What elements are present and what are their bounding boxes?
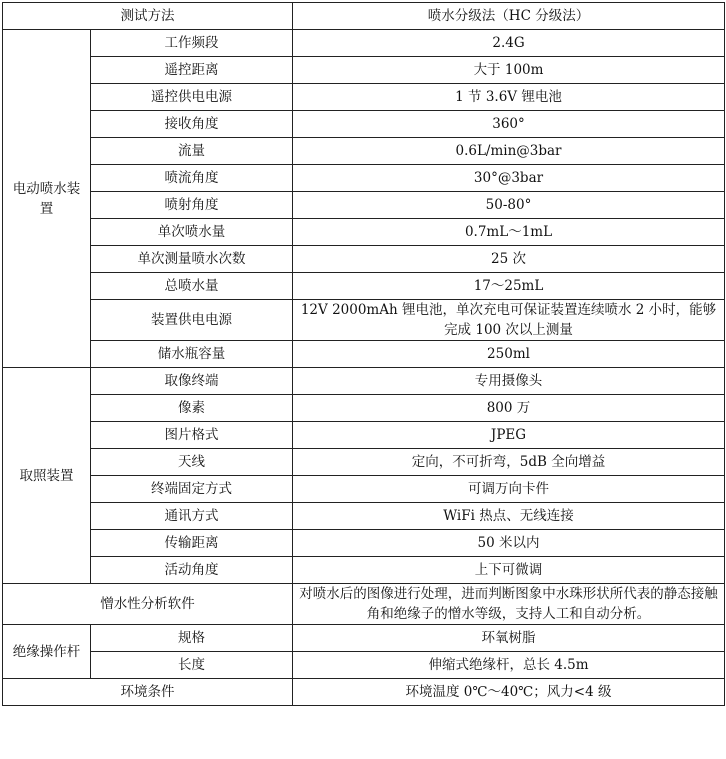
- param-value: 0.7mL～1mL: [293, 219, 725, 246]
- param-value: 1 节 3.6V 锂电池: [293, 84, 725, 111]
- table-row: [3, 300, 725, 341]
- param-value: 800 万: [293, 395, 725, 422]
- software-value: 对喷水后的图像进行处理，进而判断图象中水珠形状所代表的静态接触角和绝缘子的憎水等级，支持人工和自动分析。: [293, 584, 725, 625]
- param-label: 流量: [91, 138, 293, 165]
- param-value: 25 次: [293, 246, 725, 273]
- table-row: [3, 30, 725, 57]
- table-row: [3, 192, 725, 219]
- param-label: 工作频段: [91, 30, 293, 57]
- param-label: 遥控距离: [91, 57, 293, 84]
- param-value: 50 米以内: [293, 530, 725, 557]
- table-row: [3, 341, 725, 368]
- param-label: 装置供电电源: [91, 300, 293, 341]
- param-label: 图片格式: [91, 422, 293, 449]
- table-row: [3, 57, 725, 84]
- param-label: 像素: [91, 395, 293, 422]
- table-row: [3, 584, 725, 625]
- param-value: 伸缩式绝缘杆，总长 4.5m: [293, 652, 725, 679]
- table-row: [3, 503, 725, 530]
- param-label: 单次测量喷水次数: [91, 246, 293, 273]
- param-value: 12V 2000mAh 锂电池，单次充电可保证装置连续喷水 2 小时，能够完成 100 次以上测量: [293, 300, 725, 341]
- param-label: 接收角度: [91, 111, 293, 138]
- table-row: [3, 138, 725, 165]
- software-label: 憎水性分析软件: [3, 584, 293, 625]
- param-label: 规格: [91, 625, 293, 652]
- param-value: 大于 100m: [293, 57, 725, 84]
- table-row: [3, 111, 725, 138]
- header-value: 喷水分级法（HC 分级法）: [293, 3, 725, 30]
- param-label: 遥控供电电源: [91, 84, 293, 111]
- table-row: [3, 395, 725, 422]
- param-label: 取像终端: [91, 368, 293, 395]
- table-row: [3, 557, 725, 584]
- param-label: 活动角度: [91, 557, 293, 584]
- param-value: WiFi 热点、无线连接: [293, 503, 725, 530]
- param-value: 250ml: [293, 341, 725, 368]
- param-value: 17～25mL: [293, 273, 725, 300]
- environment-label: 环境条件: [3, 679, 293, 706]
- param-value: 30°@3bar: [293, 165, 725, 192]
- param-label: 储水瓶容量: [91, 341, 293, 368]
- param-label: 终端固定方式: [91, 476, 293, 503]
- param-value: 定向，不可折弯，5dB 全向增益: [293, 449, 725, 476]
- table-row: [3, 422, 725, 449]
- spec-table: [2, 2, 725, 706]
- param-value: 专用摄像头: [293, 368, 725, 395]
- param-value: 50-80°: [293, 192, 725, 219]
- param-label: 喷流角度: [91, 165, 293, 192]
- table-row: [3, 652, 725, 679]
- table-row: [3, 273, 725, 300]
- param-value: 360°: [293, 111, 725, 138]
- table-row: [3, 84, 725, 111]
- param-label: 通讯方式: [91, 503, 293, 530]
- param-label: 总喷水量: [91, 273, 293, 300]
- table-row: [3, 530, 725, 557]
- table-row: [3, 476, 725, 503]
- header-row: [3, 3, 725, 30]
- param-label: 传输距离: [91, 530, 293, 557]
- param-value: 上下可微调: [293, 557, 725, 584]
- param-value: 可调万向卡件: [293, 476, 725, 503]
- table-row: [3, 246, 725, 273]
- table-row: [3, 165, 725, 192]
- param-value: 环氧树脂: [293, 625, 725, 652]
- param-value: JPEG: [293, 422, 725, 449]
- header-method: 测试方法: [3, 3, 293, 30]
- param-value: 2.4G: [293, 30, 725, 57]
- table-row: [3, 625, 725, 652]
- table-row: [3, 679, 725, 706]
- table-row: [3, 368, 725, 395]
- category-insulating-rod: 绝缘操作杆: [3, 625, 91, 679]
- category-spray-device: 电动喷水装置: [3, 30, 91, 368]
- table-row: [3, 449, 725, 476]
- param-label: 单次喷水量: [91, 219, 293, 246]
- environment-value: 环境温度 0℃～40℃；风力<4 级: [293, 679, 725, 706]
- category-camera-device: 取照装置: [3, 368, 91, 584]
- param-label: 天线: [91, 449, 293, 476]
- param-label: 长度: [91, 652, 293, 679]
- param-label: 喷射角度: [91, 192, 293, 219]
- param-value: 0.6L/min@3bar: [293, 138, 725, 165]
- table-row: [3, 219, 725, 246]
